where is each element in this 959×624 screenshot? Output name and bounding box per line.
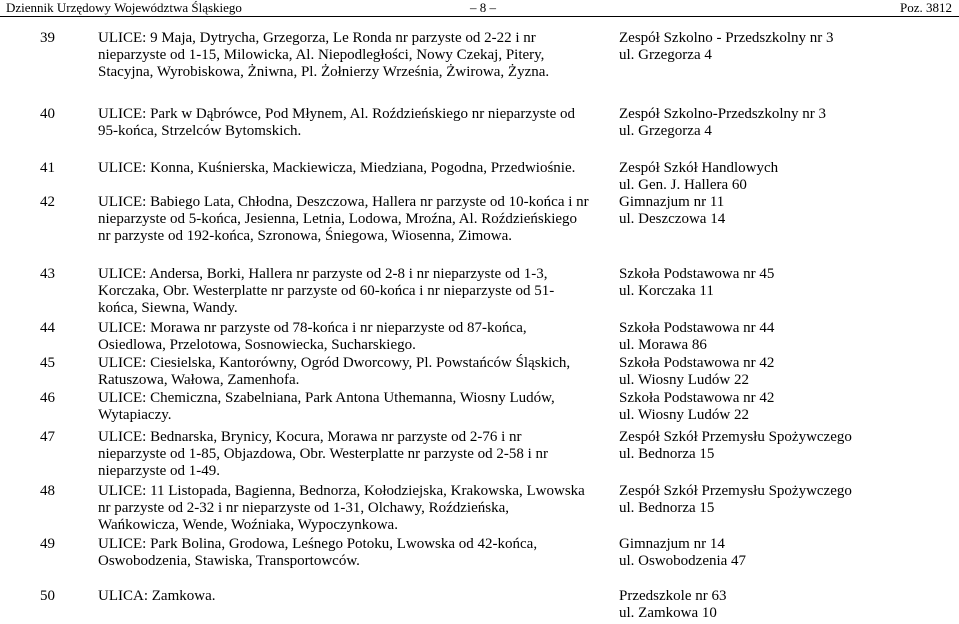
school-address: ul. Zamkowa 10 [619,605,717,621]
journal-title: Dziennik Urzędowy Województwa Śląskiego [6,0,242,15]
street-line: Korczaka, Obr. Westerplatte nr parzyste od 60-końca i nr nieparzyste od 51- [98,283,555,299]
street-line: ULICE: Andersa, Borki, Hallera nr parzyste od 2-8 i nr nieparzyste od 1-3, [98,266,548,282]
school-address: ul. Wiosny Ludów 22 [619,407,749,423]
school-address: ul. Deszczowa 14 [619,211,726,227]
street-list [98,536,603,570]
school-name: Gimnazjum nr 11 [619,194,725,210]
street-list [98,483,603,534]
school-info [619,588,949,622]
street-line: 95-końca, Strzelców Bytomskich. [98,123,302,139]
school-name: Zespół Szkolno - Przedszkolny nr 3 [619,30,834,46]
entry-number: 49 [40,536,55,552]
street-list [98,429,603,480]
school-address: ul. Korczaka 11 [619,283,714,299]
entry-number: 43 [40,266,55,282]
street-line: nr parzyste od 2-32 i nr nieparzyste od 1-31, Olchawy, Roździeńska, [98,500,509,516]
school-info [619,355,949,389]
street-line: nieparzyste od 1-85, Objazdowa, Obr. Westerplatte nr parzyste od 2-58 i nr [98,446,549,462]
street-line: nieparzyste od 1-49. [98,463,221,479]
street-line: ULICE: 11 Listopada, Bagienna, Bednorza, Kołodziejska, Krakowska, Lwowska [98,483,585,499]
school-address: ul. Grzegorza 4 [619,123,712,139]
street-line: ULICE: 9 Maja, Dytrycha, Grzegorza, Le Ronda nr parzyste od 2-22 i nr [98,30,536,46]
entry-number: 40 [40,106,55,122]
street-line: ULICE: Bednarska, Brynicy, Kocura, Morawa nr parzyste od 2-76 i nr [98,429,522,445]
school-name: Gimnazjum nr 14 [619,536,725,552]
entry-number: 44 [40,320,55,336]
street-line: ULICE: Konna, Kuśnierska, Mackiewicza, Miedziana, Pogodna, Przedwiośnie. [98,160,576,176]
school-name: Zespół Szkół Handlowych [619,160,779,176]
school-address: ul. Morawa 86 [619,337,707,353]
street-line: ULICE: Chemiczna, Szabelniana, Park Antona Uthemanna, Wiosny Ludów, [98,390,555,406]
street-line: Osiedlowa, Przelotowa, Sosnowiecka, Sucharskiego. [98,337,416,353]
school-name: Szkoła Podstawowa nr 44 [619,320,775,336]
street-line: ULICE: Park Bolina, Grodowa, Leśnego Potoku, Lwowska od 42-końca, [98,536,538,552]
street-list [98,194,603,245]
street-line: Oswobodzenia, Stawiska, Transportowców. [98,553,360,569]
street-list [98,390,603,424]
school-info [619,194,949,228]
school-address: ul. Grzegorza 4 [619,47,712,63]
entry-number: 48 [40,483,55,499]
street-list [98,320,603,354]
school-info [619,536,949,570]
school-name: Zespół Szkół Przemysłu Spożywczego [619,429,852,445]
street-line: ULICE: Park w Dąbrówce, Pod Młynem, Al. Roździeńskiego nr nieparzyste od [98,106,575,122]
street-line: ULICA: Zamkowa. [98,588,216,604]
street-line: ULICE: Babiego Lata, Chłodna, Deszczowa, Hallera nr parzyste od 10-końca i nr [98,194,589,210]
school-name: Zespół Szkół Przemysłu Spożywczego [619,483,852,499]
street-line: nieparzyste od 1-15, Milowicka, Al. Niepodległości, Nowy Czekaj, Pitery, [98,47,545,63]
school-info [619,429,949,463]
school-info [619,390,949,424]
school-info [619,160,949,194]
street-line: nr parzyste od 192-końca, Szronowa, Śniegowa, Wiosenna, Zimowa. [98,228,513,244]
page-number: – 8 – [470,0,496,15]
street-line: nieparzyste od 5-końca, Jesienna, Letnia, Lodowa, Mroźna, Al. Roździeńskiego [98,211,578,227]
street-list [98,30,603,81]
street-list [98,355,603,389]
street-line: końca, Siewna, Wandy. [98,300,238,316]
header-divider [0,16,959,17]
school-address: ul. Gen. J. Hallera 60 [619,177,747,193]
street-line: Ratuszowa, Wałowa, Zamenhofa. [98,372,300,388]
street-list [98,588,603,605]
school-info [619,266,949,300]
street-line: Wańkowicza, Wende, Woźniaka, Wypoczynkowa. [98,517,398,533]
school-info [619,30,949,64]
entry-number: 50 [40,588,55,604]
page-header [0,0,959,16]
entry-number: 42 [40,194,55,210]
school-info [619,106,949,140]
street-list [98,266,603,317]
school-address: ul. Bednorza 15 [619,446,715,462]
street-line: Stacyjna, Wyrobiskowa, Żniwna, Pl. Żołnierzy Września, Żwirowa, Żyzna. [98,64,550,80]
street-list [98,160,603,177]
position-number: Poz. 3812 [900,0,952,15]
school-address: ul. Wiosny Ludów 22 [619,372,749,388]
entry-number: 47 [40,429,55,445]
school-name: Szkoła Podstawowa nr 42 [619,390,775,406]
street-line: Wytapiaczy. [98,407,172,423]
entry-number: 41 [40,160,55,176]
street-list [98,106,603,140]
school-name: Szkoła Podstawowa nr 42 [619,355,775,371]
street-line: ULICE: Morawa nr parzyste od 78-końca i nr nieparzyste od 87-końca, [98,320,527,336]
street-line: ULICE: Ciesielska, Kantorówny, Ogród Dworcowy, Pl. Powstańców Śląskich, [98,355,571,371]
school-address: ul. Bednorza 15 [619,500,715,516]
school-info [619,483,949,517]
school-name: Szkoła Podstawowa nr 45 [619,266,775,282]
school-name: Przedszkole nr 63 [619,588,727,604]
school-address: ul. Oswobodzenia 47 [619,553,747,569]
entry-number: 39 [40,30,55,46]
entry-number: 45 [40,355,55,371]
school-name: Zespół Szkolno-Przedszkolny nr 3 [619,106,827,122]
school-info [619,320,949,354]
entry-number: 46 [40,390,55,406]
